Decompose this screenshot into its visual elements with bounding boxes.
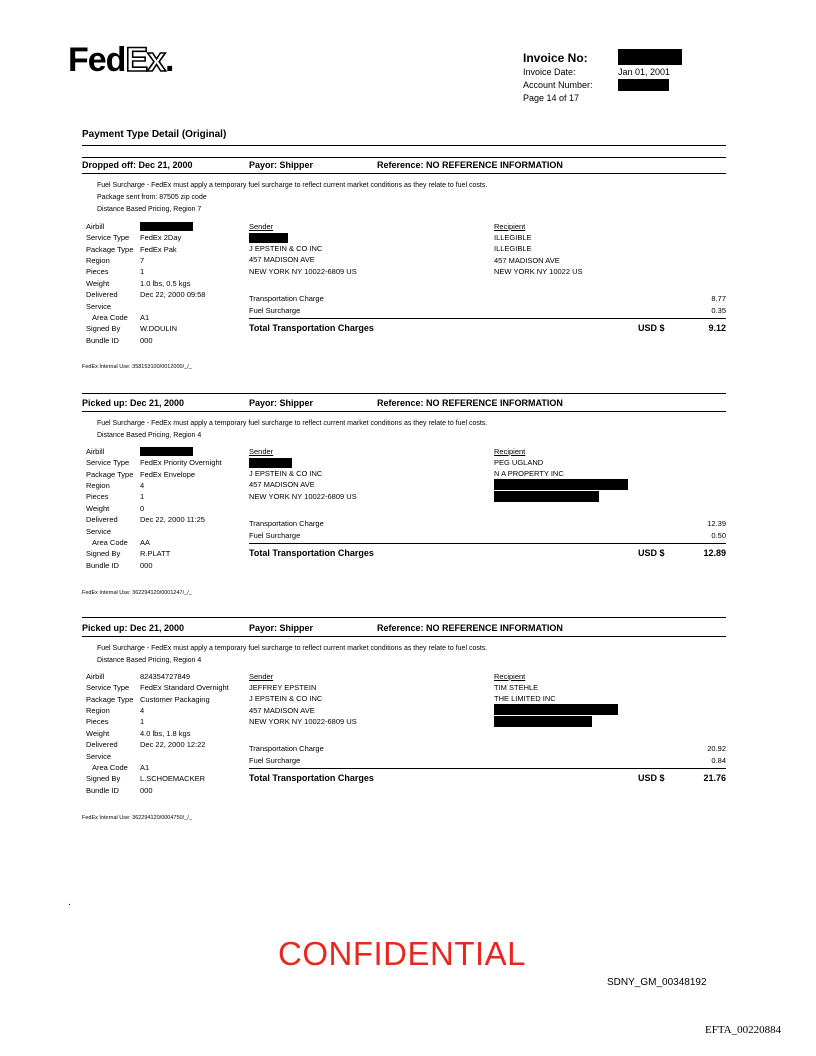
redaction-airbill [140, 447, 193, 456]
recipient-line: PEG UGLAND [494, 458, 544, 468]
divider [82, 157, 726, 158]
area-code-value: A1 [140, 313, 150, 322]
sender-line: JEFFREY EPSTEIN [249, 683, 317, 693]
internal-use: FedEx Internal Use: 362294120/0001247/_/_ [82, 590, 192, 596]
total-value: 21.76 [703, 773, 726, 783]
weight-label: Weight [86, 729, 110, 738]
divider [82, 173, 726, 174]
service-type-value: FedEx Priority Overnight [140, 458, 222, 467]
account-number-label: Account Number: [523, 80, 593, 90]
delivered-value: Dec 22, 2000 11:25 [140, 515, 205, 524]
weight-value: 4.0 lbs, 1.8 kgs [140, 729, 191, 738]
recipient-line: ILLEGIBLE [494, 244, 532, 254]
service-label: Service [86, 752, 112, 761]
bundle-id-value: 000 [140, 336, 153, 345]
weight-value: 1.0 lbs, 0.5 kgs [140, 279, 191, 288]
divider [82, 636, 726, 637]
recipient-line: TIM STEHLE [494, 683, 539, 693]
pieces-label: Pieces [86, 492, 109, 501]
sender-line: J EPSTEIN & CO INC [249, 244, 323, 254]
invoice-date-value: Jan 01, 2001 [618, 67, 671, 77]
region-value: 4 [140, 481, 145, 490]
sender-heading: Sender [249, 447, 274, 456]
region-value: 7 [140, 256, 145, 265]
service-type-value: FedEx Standard Overnight [140, 683, 229, 692]
delivered-label: Delivered [86, 740, 118, 749]
redaction-recipient-address [494, 704, 618, 715]
pieces-value: 1 [140, 717, 145, 726]
shipment-3-note: Distance Based Pricing, Region 4 [97, 657, 202, 664]
weight-value: 0 [140, 504, 145, 513]
sender-heading: Sender [249, 222, 274, 231]
airbill-label: Airbill [86, 222, 105, 231]
divider [249, 768, 726, 769]
transport-charge-label: Transportation Charge [249, 744, 324, 753]
recipient-heading: Recipient [494, 672, 526, 681]
region-label: Region [86, 256, 110, 265]
weight-label: Weight [86, 279, 110, 288]
transport-charge-label: Transportation Charge [249, 519, 324, 528]
sender-line: 457 MADISON AVE [249, 480, 315, 490]
package-type-value: FedEx Pak [140, 245, 177, 254]
service-type-label: Service Type [86, 683, 130, 692]
internal-use: FedEx Internal Use: 362294120/0004750/_/_ [82, 815, 192, 821]
shipment-1-payor: Payor: Shipper [249, 160, 314, 170]
delivered-label: Delivered [86, 290, 118, 299]
shipment-2-note: Fuel Surcharge - FedEx must apply a temporary fuel surcharge to reflect current market conditions as they relate to fuel costs. [97, 420, 488, 427]
internal-use: FedEx Internal Use: 358153100/0012000/_/_ [82, 364, 192, 370]
sender-line: 457 MADISON AVE [249, 705, 315, 715]
fuel-surcharge-label: Fuel Surcharge [249, 756, 301, 765]
shipment-1-note: Fuel Surcharge - FedEx must apply a temporary fuel surcharge to reflect current market conditions as they relate to fuel costs. [97, 182, 488, 189]
region-label: Region [86, 706, 110, 715]
area-code-label: Area Code [92, 313, 128, 322]
shipment-2-reference: Reference: NO REFERENCE INFORMATION [377, 398, 563, 408]
shipment-1-date: Dropped off: Dec 21, 2000 [82, 160, 193, 170]
bates-number: SDNY_GM_00348192 [607, 977, 707, 988]
shipment-2-date: Picked up: Dec 21, 2000 [82, 398, 185, 408]
bundle-id-label: Bundle ID [86, 786, 119, 795]
package-type-label: Package Type [86, 695, 134, 704]
signed-by-value: W.DOULIN [140, 324, 178, 333]
fuel-surcharge-value: 0.84 [711, 756, 726, 765]
total-value: 12.89 [703, 548, 726, 558]
fedex-logo [68, 40, 174, 80]
currency-label: USD $ [638, 773, 665, 783]
airbill-label: Airbill [86, 447, 105, 456]
fuel-surcharge-label: Fuel Surcharge [249, 531, 301, 540]
recipient-line: N A PROPERTY INC [494, 469, 564, 479]
bundle-id-label: Bundle ID [86, 561, 119, 570]
recipient-line: THE LIMITED INC [494, 694, 556, 704]
delivered-label: Delivered [86, 515, 118, 524]
redaction-invoice-no [618, 49, 682, 65]
shipment-3-sender [249, 671, 357, 727]
recipient-heading: Recipient [494, 222, 526, 231]
package-type-label: Package Type [86, 470, 134, 479]
airbill-value: 824354727849 [140, 672, 191, 681]
invoice-date-label: Invoice Date: [523, 67, 576, 77]
transport-charge-value: 20.92 [707, 744, 726, 753]
sender-line: J EPSTEIN & CO INC [249, 469, 323, 479]
sender-line: J EPSTEIN & CO INC [249, 694, 323, 704]
divider [249, 543, 726, 544]
weight-label: Weight [86, 504, 110, 513]
bundle-id-label: Bundle ID [86, 336, 119, 345]
redaction-recipient-city [494, 491, 599, 502]
transport-charge-value: 8.77 [711, 294, 726, 303]
area-code-label: Area Code [92, 538, 128, 547]
shipment-2-payor: Payor: Shipper [249, 398, 314, 408]
shipment-3-note: Fuel Surcharge - FedEx must apply a temporary fuel surcharge to reflect current market conditions as they relate to fuel costs. [97, 645, 488, 652]
recipient-line: ILLEGIBLE [494, 233, 532, 243]
sender-line: NEW YORK NY 10022-6809 US [249, 716, 357, 726]
service-type-label: Service Type [86, 458, 130, 467]
package-type-value: FedEx Envelope [140, 470, 196, 479]
total-value: 9.12 [708, 323, 726, 333]
shipment-3-recipient [494, 671, 556, 705]
package-type-value: Customer Packaging [140, 695, 210, 704]
shipment-1-reference: Reference: NO REFERENCE INFORMATION [377, 160, 563, 170]
total-label: Total Transportation Charges [249, 323, 374, 333]
service-type-label: Service Type [86, 233, 130, 242]
redaction-account-number [618, 79, 669, 91]
area-code-value: AA [140, 538, 151, 547]
signed-by-label: Signed By [86, 324, 121, 333]
currency-label: USD $ [638, 548, 665, 558]
signed-by-label: Signed By [86, 549, 121, 558]
area-code-label: Area Code [92, 763, 128, 772]
redaction-sender [249, 233, 288, 243]
signed-by-value: R.PLATT [140, 549, 171, 558]
region-label: Region [86, 481, 110, 490]
efta-number: EFTA_00220884 [705, 1024, 782, 1036]
transport-charge-value: 12.39 [707, 519, 726, 528]
fuel-surcharge-label: Fuel Surcharge [249, 306, 301, 315]
logo-fed: Fed [68, 41, 126, 79]
signed-by-value: L.SCHOEMACKER [140, 774, 206, 783]
total-label: Total Transportation Charges [249, 773, 374, 783]
redaction-recipient-address [494, 479, 628, 490]
logo-dot: . [165, 41, 174, 79]
sender-heading: Sender [249, 672, 274, 681]
pieces-value: 1 [140, 267, 145, 276]
confidential-stamp: CONFIDENTIAL [278, 935, 527, 972]
pieces-label: Pieces [86, 267, 109, 276]
shipment-2-recipient [494, 446, 564, 480]
delivered-value: Dec 22, 2000 12:22 [140, 740, 206, 749]
recipient-heading: Recipient [494, 447, 526, 456]
pieces-value: 1 [140, 492, 145, 501]
sender-line: NEW YORK NY 10022-6809 US [249, 491, 357, 501]
divider [82, 393, 726, 394]
sender-line [249, 232, 357, 243]
delivered-value: Dec 22, 2000 09:58 [140, 290, 206, 299]
shipment-1-recipient [494, 221, 583, 277]
page-number: Page 14 of 17 [523, 93, 580, 103]
shipment-2-note: Distance Based Pricing, Region 4 [97, 432, 202, 439]
recipient-line: 457 MADISON AVE [494, 255, 560, 265]
total-label: Total Transportation Charges [249, 548, 374, 558]
transport-charge-label: Transportation Charge [249, 294, 324, 303]
bundle-id-value: 000 [140, 561, 153, 570]
redaction-sender [249, 458, 292, 468]
region-value: 4 [140, 706, 145, 715]
sender-line: NEW YORK NY 10022-6809 US [249, 266, 357, 276]
pieces-label: Pieces [86, 717, 109, 726]
divider [249, 318, 726, 319]
redaction-recipient-city [494, 716, 592, 727]
shipment-3-date: Picked up: Dec 21, 2000 [82, 623, 185, 633]
sender-line: 457 MADISON AVE [249, 255, 315, 265]
divider [82, 411, 726, 412]
bundle-id-value: 000 [140, 786, 153, 795]
signed-by-label: Signed By [86, 774, 121, 783]
package-type-label: Package Type [86, 245, 134, 254]
service-label: Service [86, 527, 112, 536]
area-code-value: A1 [140, 763, 150, 772]
shipment-1-note: Distance Based Pricing, Region 7 [97, 206, 202, 213]
shipment-2-sender [249, 446, 357, 502]
sender-line [249, 457, 357, 468]
shipment-3-payor: Payor: Shipper [249, 623, 314, 633]
service-label: Service [86, 302, 112, 311]
fuel-surcharge-value: 0.35 [711, 306, 726, 315]
redaction-airbill [140, 222, 193, 231]
airbill-label: Airbill [86, 672, 105, 681]
divider [82, 145, 726, 146]
service-type-value: FedEx 2Day [140, 233, 182, 242]
shipment-1-sender [249, 221, 357, 277]
section-title: Payment Type Detail (Original) [82, 129, 227, 140]
stray-mark: . [68, 897, 71, 908]
shipment-1-note: Package sent from: 87505 zip code [97, 194, 207, 201]
logo-ex: Ex [125, 41, 166, 79]
currency-label: USD $ [638, 323, 665, 333]
invoice-no-label: Invoice No: [523, 51, 588, 65]
fuel-surcharge-value: 0.50 [711, 531, 726, 540]
divider [82, 617, 726, 618]
recipient-line: NEW YORK NY 10022 US [494, 266, 583, 276]
shipment-3-reference: Reference: NO REFERENCE INFORMATION [377, 623, 563, 633]
